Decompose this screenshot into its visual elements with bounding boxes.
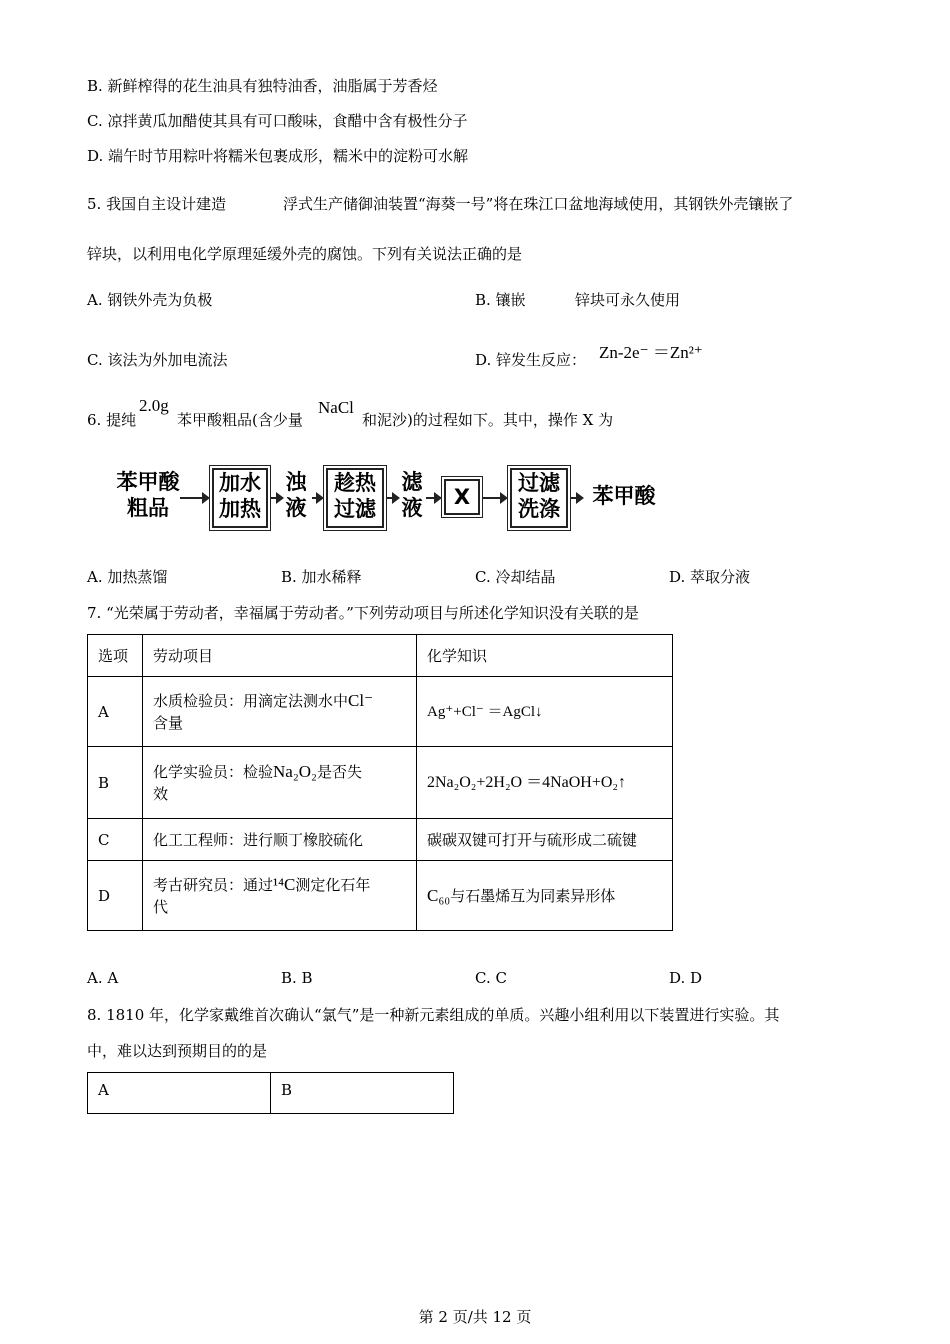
q4-option-d: D. 端午时节用粽叶将糯米包裹成形，糯米中的淀粉可水解 bbox=[87, 147, 469, 165]
q8-col-b: B bbox=[271, 1073, 454, 1114]
flow-arrow-4 bbox=[386, 497, 398, 499]
q6-option-c: C. 冷却结晶 bbox=[475, 568, 556, 586]
q8-stem-line2: 中，难以达到预期目的的是 bbox=[87, 1042, 268, 1060]
q7-table bbox=[87, 634, 673, 931]
row-b-labor bbox=[143, 747, 417, 819]
q5-option-b-part2: 锌块可永久使用 bbox=[575, 291, 681, 309]
flow-box-hot-filter bbox=[326, 468, 384, 528]
table-row bbox=[88, 1073, 454, 1114]
q5-stem-part1: 5. 我国自主设计建造 bbox=[87, 195, 227, 213]
flow-box2-line1: 趁热 bbox=[334, 471, 376, 495]
header-labor: 劳动项目 bbox=[143, 635, 417, 677]
q6-nacl: NaCl bbox=[318, 398, 354, 417]
flow-arrow-5 bbox=[426, 497, 440, 499]
q8-stem-line1: 8. 1810 年，化学家戴维首次确认“氯气”是一种新元素组成的单质。兴趣小组利用以下装置进行实验。其 bbox=[87, 1006, 780, 1024]
q6-option-b: B. 加水稀释 bbox=[281, 568, 362, 586]
q6-stem-part3: 和泥沙)的过程如下。其中，操作 X 为 bbox=[362, 411, 614, 429]
flow-arrow-7 bbox=[570, 497, 582, 499]
page-footer: 第 2 页/共 12 页 bbox=[418, 1308, 532, 1326]
q6-mass: 2.0g bbox=[139, 396, 169, 415]
row-b-labor-text2: 是否失 bbox=[316, 762, 362, 781]
row-a-chem: Ag⁺+Cl⁻ ＝AgCl↓ bbox=[417, 677, 673, 747]
row-d-labor-isotope: ¹⁴C bbox=[273, 874, 296, 894]
flow-start-line2: 粗品 bbox=[127, 496, 169, 520]
row-a-labor-text2: 含量 bbox=[153, 713, 184, 732]
q5-option-a: A. 钢铁外壳为负极 bbox=[87, 291, 213, 309]
row-c-labor: 化工工程师：进行顺丁橡胶硫化 bbox=[143, 819, 417, 861]
flow-box3-line2: 洗涤 bbox=[518, 497, 560, 521]
table-row bbox=[88, 747, 673, 819]
q6-stem-part1: 6. 提纯 bbox=[87, 411, 137, 429]
q7-option-b: B. B bbox=[281, 969, 313, 987]
flow-arrow-6 bbox=[482, 497, 506, 499]
row-b-labor-text: 化学实验员：检验 bbox=[153, 762, 274, 781]
row-b-option: B bbox=[88, 747, 143, 819]
q8-table bbox=[87, 1072, 454, 1114]
flow-box2-line2: 过滤 bbox=[334, 497, 376, 521]
flow-mid2-line1: 滤 bbox=[401, 470, 423, 494]
flow-box1-line2: 加热 bbox=[219, 497, 261, 521]
q5-option-b-part1: B. 镶嵌 bbox=[475, 291, 526, 309]
q6-option-a: A. 加热蒸馏 bbox=[87, 568, 168, 586]
header-option: 选项 bbox=[88, 635, 143, 677]
flow-box-filter-wash bbox=[510, 468, 568, 528]
row-d-chem bbox=[417, 861, 673, 931]
table-row bbox=[88, 861, 673, 931]
q6-option-d: D. 萃取分液 bbox=[669, 568, 751, 586]
q8-col-a: A bbox=[88, 1073, 271, 1114]
q7-option-c: C. C bbox=[475, 969, 507, 987]
q6-stem-part2: 苯甲酸粗品(含少量 bbox=[177, 411, 303, 429]
flow-filtrate bbox=[398, 469, 426, 521]
table-row bbox=[88, 819, 673, 861]
flow-mid2-line2: 液 bbox=[401, 496, 423, 520]
flow-box3-line1: 过滤 bbox=[518, 471, 560, 495]
row-d-chem-formula: C₆₀ bbox=[427, 885, 451, 905]
flow-box-add-water-heat bbox=[212, 468, 268, 528]
row-d-chem-text: 与石墨烯互为同素异形体 bbox=[450, 886, 616, 905]
row-b-labor-text3: 效 bbox=[153, 784, 169, 803]
row-b-chem: 2Na₂O₂+2H₂O ＝4NaOH+O₂↑ bbox=[417, 747, 673, 819]
row-d-labor-text2: 测定化石年 bbox=[295, 875, 371, 894]
flow-mid1-line2: 液 bbox=[285, 496, 307, 520]
flow-arrow-1 bbox=[180, 497, 208, 499]
row-d-labor-text: 考古研究员：通过 bbox=[153, 875, 274, 894]
q7-option-d: D. D bbox=[669, 969, 703, 987]
flow-start bbox=[108, 469, 188, 521]
flow-box1-line1: 加水 bbox=[219, 471, 261, 495]
q7-stem: 7. “光荣属于劳动者，幸福属于劳动者。”下列劳动项目与所述化学知识没有关联的是 bbox=[87, 604, 639, 622]
row-a-labor-ion: Cl⁻ bbox=[348, 690, 374, 710]
flow-turbid-liquid bbox=[282, 469, 310, 521]
row-c-chem: 碳碳双键可打开与硫形成二硫键 bbox=[417, 819, 673, 861]
flow-arrow-3 bbox=[312, 497, 322, 499]
row-a-labor bbox=[143, 677, 417, 747]
header-chem: 化学知识 bbox=[417, 635, 673, 677]
q5-option-d: D. 锌发生反应： bbox=[475, 351, 587, 369]
q4-option-c: C. 凉拌黄瓜加醋使其具有可口酸味，食醋中含有极性分子 bbox=[87, 112, 468, 130]
flow-arrow-2 bbox=[270, 497, 282, 499]
q5-stem-line2: 锌块，以利用电化学原理延缓外壳的腐蚀。下列有关说法正确的是 bbox=[87, 245, 523, 263]
row-b-labor-ion: Na₂O₂ bbox=[273, 761, 317, 781]
q5-stem-part2: 浮式生产储御油装置“海葵一号”将在珠江口盆地海域使用，其钢铁外壳镶嵌了 bbox=[283, 195, 794, 213]
q5-option-d-formula: Zn-2e⁻ ＝Zn²⁺ bbox=[599, 343, 703, 362]
flow-start-line1: 苯甲酸 bbox=[116, 470, 180, 494]
table-header-row bbox=[88, 635, 673, 677]
row-d-labor bbox=[143, 861, 417, 931]
table-row bbox=[88, 677, 673, 747]
q7-option-a: A. A bbox=[87, 969, 119, 987]
row-a-option: A bbox=[88, 677, 143, 747]
flow-end: 苯甲酸 bbox=[592, 484, 656, 508]
row-d-option: D bbox=[88, 861, 143, 931]
flow-box-x: X bbox=[444, 479, 480, 515]
q4-option-b: B. 新鲜榨得的花生油具有独特油香，油脂属于芳香烃 bbox=[87, 77, 438, 95]
row-c-option: C bbox=[88, 819, 143, 861]
row-a-labor-text: 水质检验员：用滴定法测水中 bbox=[153, 691, 349, 710]
row-d-labor-text3: 代 bbox=[153, 897, 169, 916]
q5-option-c: C. 该法为外加电流法 bbox=[87, 351, 228, 369]
purification-flowchart bbox=[108, 465, 668, 535]
flow-mid1-line1: 浊 bbox=[285, 470, 307, 494]
